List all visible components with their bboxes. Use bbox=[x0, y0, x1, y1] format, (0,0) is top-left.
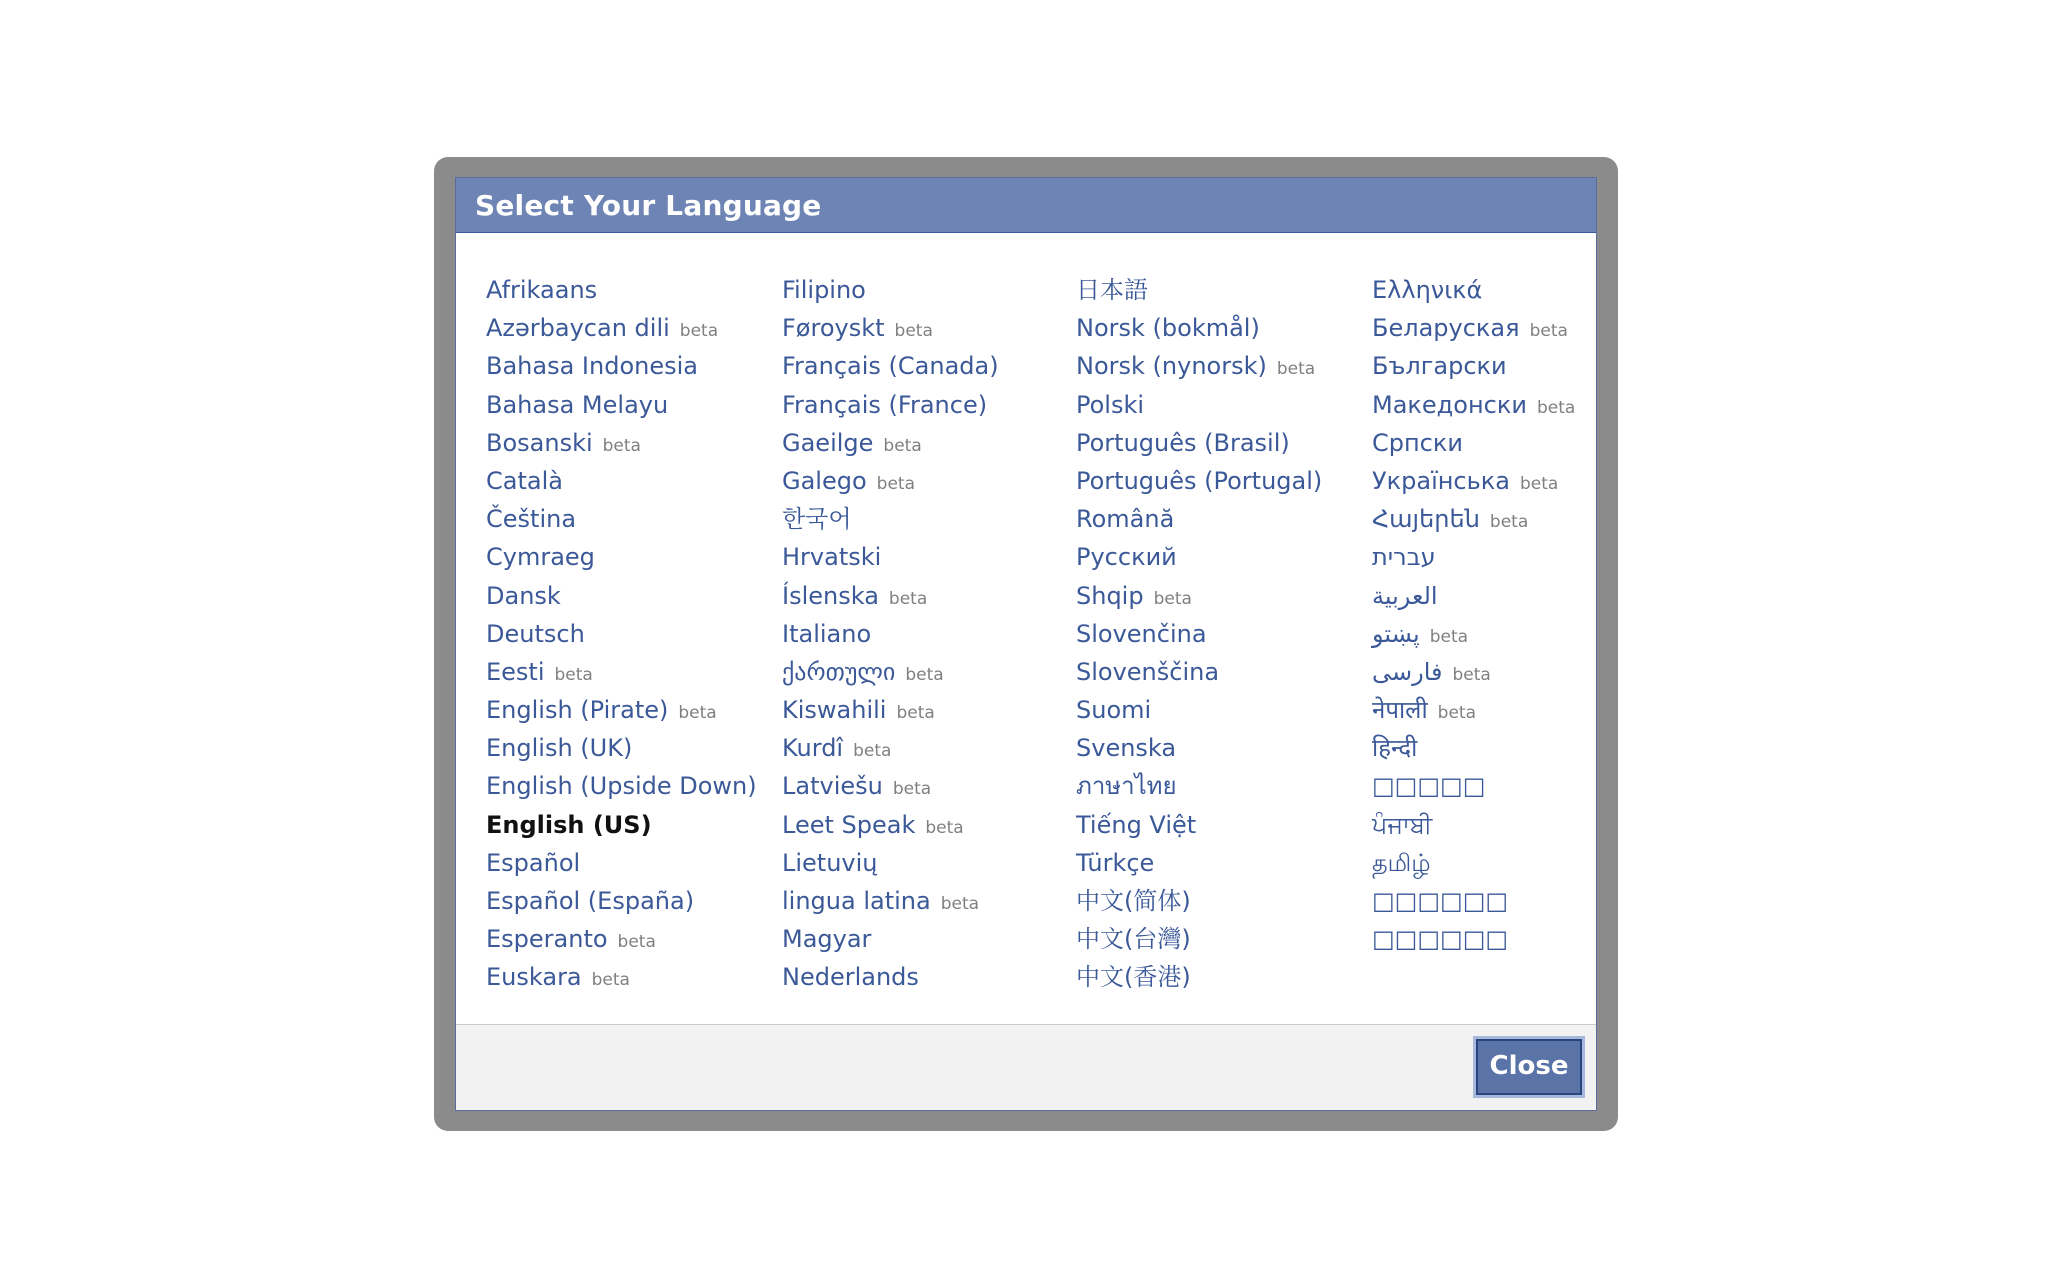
language-name: Français (France) bbox=[782, 390, 988, 419]
beta-badge: beta bbox=[876, 473, 915, 494]
language-option[interactable] bbox=[1076, 958, 1322, 996]
beta-badge: beta bbox=[1452, 664, 1491, 685]
language-name: Kurdî bbox=[782, 734, 844, 763]
language-option[interactable] bbox=[782, 844, 999, 882]
language-option[interactable] bbox=[486, 691, 757, 729]
language-option[interactable] bbox=[1372, 347, 1575, 385]
language-name: Afrikaans bbox=[486, 276, 598, 304]
language-name: עברית bbox=[1372, 543, 1436, 572]
language-option[interactable] bbox=[1372, 462, 1575, 500]
beta-badge: beta bbox=[1529, 321, 1568, 342]
language-option[interactable] bbox=[1076, 462, 1322, 500]
language-name: Íslenska bbox=[782, 581, 879, 610]
language-option[interactable] bbox=[782, 767, 999, 805]
language-option[interactable] bbox=[1372, 309, 1575, 347]
language-option[interactable] bbox=[486, 844, 757, 882]
language-name: English (US) bbox=[486, 810, 652, 839]
language-name: Čeština bbox=[486, 505, 577, 534]
language-name: Azərbaycan dili bbox=[486, 314, 670, 343]
language-option[interactable] bbox=[486, 729, 757, 767]
language-option[interactable] bbox=[1076, 615, 1322, 653]
language-option[interactable] bbox=[782, 882, 999, 920]
language-option[interactable] bbox=[782, 309, 999, 347]
beta-badge: beta bbox=[591, 970, 630, 991]
language-name: Norsk (bokmål) bbox=[1076, 314, 1260, 343]
language-option[interactable] bbox=[1372, 806, 1575, 844]
language-name: Norsk (nynorsk) bbox=[1076, 352, 1267, 381]
language-name: فارسی bbox=[1372, 657, 1443, 686]
language-option[interactable] bbox=[486, 271, 757, 309]
language-option[interactable] bbox=[1076, 386, 1322, 424]
language-name: English (Pirate) bbox=[486, 696, 669, 725]
language-name: Српски bbox=[1372, 428, 1463, 457]
language-option[interactable] bbox=[486, 462, 757, 500]
beta-badge: beta bbox=[617, 932, 656, 953]
beta-badge: beta bbox=[925, 817, 964, 838]
language-name: Nederlands bbox=[782, 963, 919, 992]
language-name: Hrvatski bbox=[782, 543, 882, 572]
language-option[interactable] bbox=[782, 729, 999, 767]
language-name: Tiếng Việt bbox=[1076, 810, 1197, 839]
language-name: Galego bbox=[782, 466, 867, 495]
language-list bbox=[456, 233, 1596, 1002]
language-name: Euskara bbox=[486, 963, 582, 992]
close-button[interactable]: Close bbox=[1476, 1039, 1582, 1095]
beta-badge: beta bbox=[905, 664, 944, 685]
language-name: Español (España) bbox=[486, 887, 695, 915]
language-name: Русский bbox=[1076, 543, 1177, 572]
language-option[interactable] bbox=[1076, 347, 1322, 385]
language-name: Беларуская bbox=[1372, 314, 1520, 343]
beta-badge: beta bbox=[1429, 626, 1469, 647]
language-name: Português (Brasil) bbox=[1076, 428, 1290, 457]
language-name: Latviešu bbox=[782, 772, 883, 801]
language-option[interactable] bbox=[1076, 271, 1322, 309]
language-option[interactable] bbox=[1372, 424, 1575, 462]
language-name: پښتو bbox=[1372, 619, 1420, 648]
language-name: English (Upside Down) bbox=[486, 772, 757, 801]
language-option[interactable] bbox=[486, 653, 757, 691]
language-option[interactable] bbox=[1372, 767, 1575, 805]
beta-badge: beta bbox=[1536, 397, 1576, 418]
language-option[interactable] bbox=[486, 424, 757, 462]
language-option[interactable] bbox=[1076, 309, 1322, 347]
language-name: Українська bbox=[1372, 466, 1510, 495]
language-name: Slovenščina bbox=[1076, 657, 1220, 686]
language-option[interactable] bbox=[1372, 653, 1575, 691]
language-option[interactable] bbox=[486, 309, 757, 347]
language-name: Македонски bbox=[1372, 390, 1527, 419]
language-name: lingua latina bbox=[782, 887, 931, 915]
language-name: Kiswahili bbox=[782, 696, 887, 725]
language-option[interactable] bbox=[782, 538, 999, 576]
language-name: Polski bbox=[1076, 390, 1145, 419]
language-option[interactable] bbox=[1372, 538, 1575, 576]
language-column-4 bbox=[1372, 271, 1575, 958]
language-name: Türkçe bbox=[1076, 848, 1155, 877]
language-option[interactable] bbox=[1076, 577, 1322, 615]
language-name: Català bbox=[486, 466, 563, 495]
language-option[interactable] bbox=[486, 577, 757, 615]
beta-badge: beta bbox=[894, 321, 933, 342]
beta-badge: beta bbox=[1153, 588, 1192, 609]
language-option[interactable] bbox=[1372, 729, 1575, 767]
language-name: Bosanski bbox=[486, 428, 593, 457]
language-dialog bbox=[455, 177, 1597, 1111]
language-name: Cymraeg bbox=[486, 543, 595, 572]
language-name: Shqip bbox=[1076, 581, 1144, 610]
language-name: English (UK) bbox=[486, 734, 633, 763]
language-option[interactable] bbox=[1076, 882, 1322, 920]
language-name: □□□□□ bbox=[1372, 772, 1486, 801]
beta-badge: beta bbox=[892, 779, 932, 800]
language-option[interactable] bbox=[782, 424, 999, 462]
language-column-1 bbox=[486, 271, 757, 997]
language-option[interactable] bbox=[486, 538, 757, 576]
language-option[interactable] bbox=[1372, 386, 1575, 424]
language-option[interactable] bbox=[486, 958, 757, 996]
language-option[interactable] bbox=[1076, 653, 1322, 691]
language-name: Español bbox=[486, 848, 581, 877]
language-option[interactable] bbox=[782, 500, 999, 538]
language-name: Slovenčina bbox=[1076, 619, 1207, 648]
language-name: 中文(台灣) bbox=[1076, 925, 1191, 954]
beta-badge: beta bbox=[678, 703, 717, 724]
language-name: Føroyskt bbox=[782, 314, 885, 343]
beta-badge: beta bbox=[679, 321, 719, 342]
language-option[interactable] bbox=[782, 347, 999, 385]
language-option[interactable] bbox=[1372, 882, 1575, 920]
language-name: Deutsch bbox=[486, 619, 585, 648]
language-option[interactable] bbox=[782, 806, 999, 844]
language-option[interactable] bbox=[782, 691, 999, 729]
language-name: 한국어 bbox=[782, 505, 852, 534]
language-option[interactable] bbox=[1076, 844, 1322, 882]
language-name: Leet Speak bbox=[782, 810, 916, 839]
language-option[interactable] bbox=[782, 615, 999, 653]
language-option[interactable] bbox=[1372, 577, 1575, 615]
language-option[interactable] bbox=[782, 958, 999, 996]
language-name: 日本語 bbox=[1076, 276, 1148, 304]
language-name: Français (Canada) bbox=[782, 352, 999, 381]
beta-badge: beta bbox=[1519, 473, 1559, 494]
beta-badge: beta bbox=[940, 894, 980, 914]
language-name: Eesti bbox=[486, 657, 545, 686]
language-name: Suomi bbox=[1076, 696, 1152, 725]
language-option[interactable] bbox=[782, 653, 999, 691]
language-name: Italiano bbox=[782, 619, 872, 648]
language-name: தமிழ் bbox=[1372, 848, 1431, 877]
language-option[interactable] bbox=[486, 767, 757, 805]
language-option[interactable] bbox=[782, 462, 999, 500]
language-name: Bahasa Melayu bbox=[486, 390, 669, 419]
dialog-frame bbox=[434, 157, 1618, 1131]
language-option[interactable] bbox=[782, 271, 999, 309]
beta-badge: beta bbox=[1437, 703, 1476, 724]
language-name: Bahasa Indonesia bbox=[486, 352, 698, 381]
language-name: Հայերեն bbox=[1372, 505, 1480, 534]
language-name: 中文(香港) bbox=[1076, 963, 1191, 992]
language-option[interactable] bbox=[1372, 691, 1575, 729]
language-name: □□□□□□ bbox=[1372, 925, 1509, 954]
beta-badge: beta bbox=[602, 435, 641, 456]
language-name: العربية bbox=[1372, 581, 1438, 610]
beta-badge: beta bbox=[853, 741, 892, 762]
language-name: ქართული bbox=[782, 657, 896, 686]
beta-badge: beta bbox=[888, 588, 928, 609]
language-name: Română bbox=[1076, 505, 1175, 534]
dialog-title: Select Your Language bbox=[475, 189, 822, 222]
language-option-current bbox=[486, 806, 757, 844]
dialog-footer bbox=[456, 1024, 1596, 1110]
language-option[interactable] bbox=[1076, 767, 1322, 805]
beta-badge: beta bbox=[1489, 512, 1529, 533]
language-option[interactable] bbox=[1372, 615, 1575, 653]
language-name: Gaeilge bbox=[782, 428, 874, 457]
language-option[interactable] bbox=[1372, 271, 1575, 309]
beta-badge: beta bbox=[883, 435, 922, 456]
language-option[interactable] bbox=[486, 920, 757, 958]
language-name: Български bbox=[1372, 352, 1507, 381]
language-name: Magyar bbox=[782, 925, 872, 954]
dialog-header bbox=[456, 178, 1596, 233]
language-option[interactable] bbox=[782, 386, 999, 424]
language-option[interactable] bbox=[1076, 538, 1322, 576]
language-column-2 bbox=[782, 271, 999, 997]
language-name: Português (Portugal) bbox=[1076, 466, 1323, 495]
language-name: □□□□□□ bbox=[1372, 887, 1509, 915]
beta-badge: beta bbox=[896, 703, 935, 724]
language-option[interactable] bbox=[1076, 806, 1322, 844]
language-name: Lietuvių bbox=[782, 848, 878, 877]
language-name: ภาษาไทย bbox=[1076, 772, 1177, 801]
language-option[interactable] bbox=[486, 615, 757, 653]
language-option[interactable] bbox=[1372, 920, 1575, 958]
language-name: Ελληνικά bbox=[1372, 276, 1483, 304]
language-name: Svenska bbox=[1076, 734, 1177, 763]
language-column-3 bbox=[1076, 271, 1322, 997]
beta-badge: beta bbox=[1276, 359, 1316, 380]
language-option[interactable] bbox=[1372, 844, 1575, 882]
language-name: नेपाली bbox=[1372, 696, 1428, 725]
language-option[interactable] bbox=[1076, 729, 1322, 767]
language-option[interactable] bbox=[486, 882, 757, 920]
language-name: हिन्दी bbox=[1372, 734, 1418, 763]
language-option[interactable] bbox=[1076, 500, 1322, 538]
language-name: 中文(简体) bbox=[1076, 887, 1191, 915]
language-option[interactable] bbox=[782, 577, 999, 615]
language-option[interactable] bbox=[1076, 424, 1322, 462]
language-name: Esperanto bbox=[486, 925, 608, 954]
language-option[interactable] bbox=[1372, 500, 1575, 538]
language-option[interactable] bbox=[486, 347, 757, 385]
language-option[interactable] bbox=[1076, 691, 1322, 729]
language-name: Filipino bbox=[782, 276, 866, 304]
language-name: ਪੰਜਾਬੀ bbox=[1372, 810, 1433, 839]
beta-badge: beta bbox=[554, 664, 593, 685]
language-option[interactable] bbox=[782, 920, 999, 958]
language-option[interactable] bbox=[486, 500, 757, 538]
language-option[interactable] bbox=[486, 386, 757, 424]
language-name: Dansk bbox=[486, 581, 561, 610]
language-option[interactable] bbox=[1076, 920, 1322, 958]
